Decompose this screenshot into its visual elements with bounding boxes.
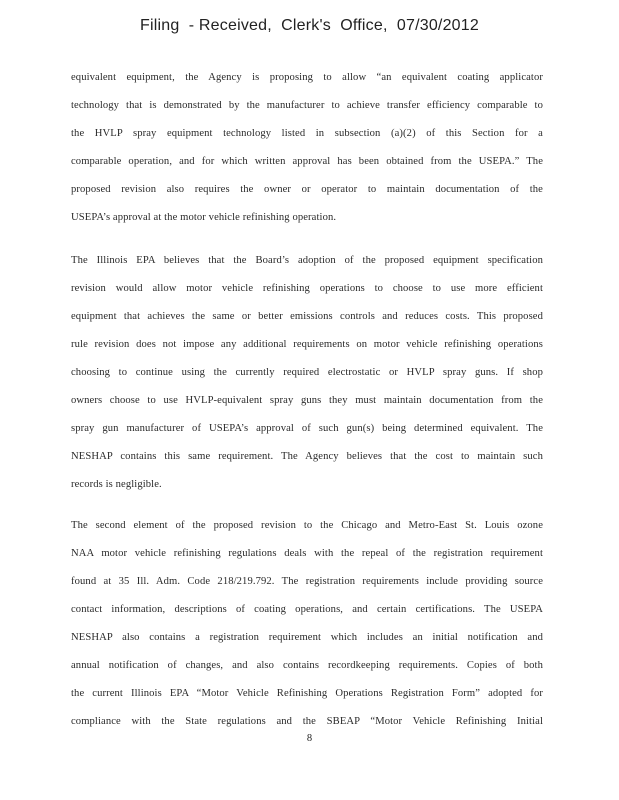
text-line: compliance with the State regulations and the SBEAP “Motor Vehicle Refinishing Initial [71, 716, 543, 727]
text-line: found at 35 Ill. Adm. Code 218/219.792. The registration requirements include providing source [71, 576, 543, 587]
text-line: NESHAP also contains a registration requirement which includes an initial notification and [71, 632, 543, 643]
text-line: equivalent equipment, the Agency is proposing to allow “an equivalent coating applicator [71, 72, 543, 83]
text-line: NESHAP contains this same requirement. The Agency believes that the cost to maintain such [71, 451, 543, 462]
text-line: the HVLP spray equipment technology listed in subsection (a)(2) of this Section for a [71, 128, 543, 139]
text-line: The second element of the proposed revision to the Chicago and Metro-East St. Louis ozone [71, 520, 543, 531]
text-line: annual notification of changes, and also contains recordkeeping requirements. Copies of both [71, 660, 543, 671]
text-line: proposed revision also requires the owner or operator to maintain documentation of the [71, 184, 543, 195]
text-line: The Illinois EPA believes that the Board’s adoption of the proposed equipment specification [71, 255, 543, 266]
text-line: choosing to continue using the currently required electrostatic or HVLP spray guns. If shop [71, 367, 543, 378]
paragraph-3 [71, 512, 543, 736]
page-number: 8 [306, 733, 313, 744]
paragraph-1 [71, 64, 543, 232]
text-line: comparable operation, and for which written approval has been obtained from the USEPA.” The [71, 156, 543, 167]
text-line: contact information, descriptions of coating operations, and certain certifications. The USEPA [71, 604, 543, 615]
text-line: owners choose to use HVLP-equivalent spray guns they must maintain documentation from the [71, 395, 543, 406]
text-line: USEPA’s approval at the motor vehicle refinishing operation. [71, 212, 337, 223]
text-line: the current Illinois EPA “Motor Vehicle Refinishing Operations Registration Form” adopted for [71, 688, 543, 699]
text-line: technology that is demonstrated by the manufacturer to achieve transfer efficiency comparable to [71, 100, 543, 111]
filing-stamp: Filing - Received, Clerk's Office, 07/30/2012 [140, 17, 479, 34]
paragraph-2 [71, 247, 543, 499]
text-line: NAA motor vehicle refinishing regulations deals with the repeal of the registration requirement [71, 548, 543, 559]
text-line: rule revision does not impose any additional requirements on motor vehicle refinishing operations [71, 339, 543, 350]
text-line: records is negligible. [71, 479, 162, 490]
text-line: equipment that achieves the same or better emissions controls and reduces costs. This proposed [71, 311, 543, 322]
text-line: spray gun manufacturer of USEPA’s approval of such gun(s) being determined equivalent. The [71, 423, 543, 434]
text-line: revision would allow motor vehicle refinishing operations to choose to use more efficient [71, 283, 543, 294]
